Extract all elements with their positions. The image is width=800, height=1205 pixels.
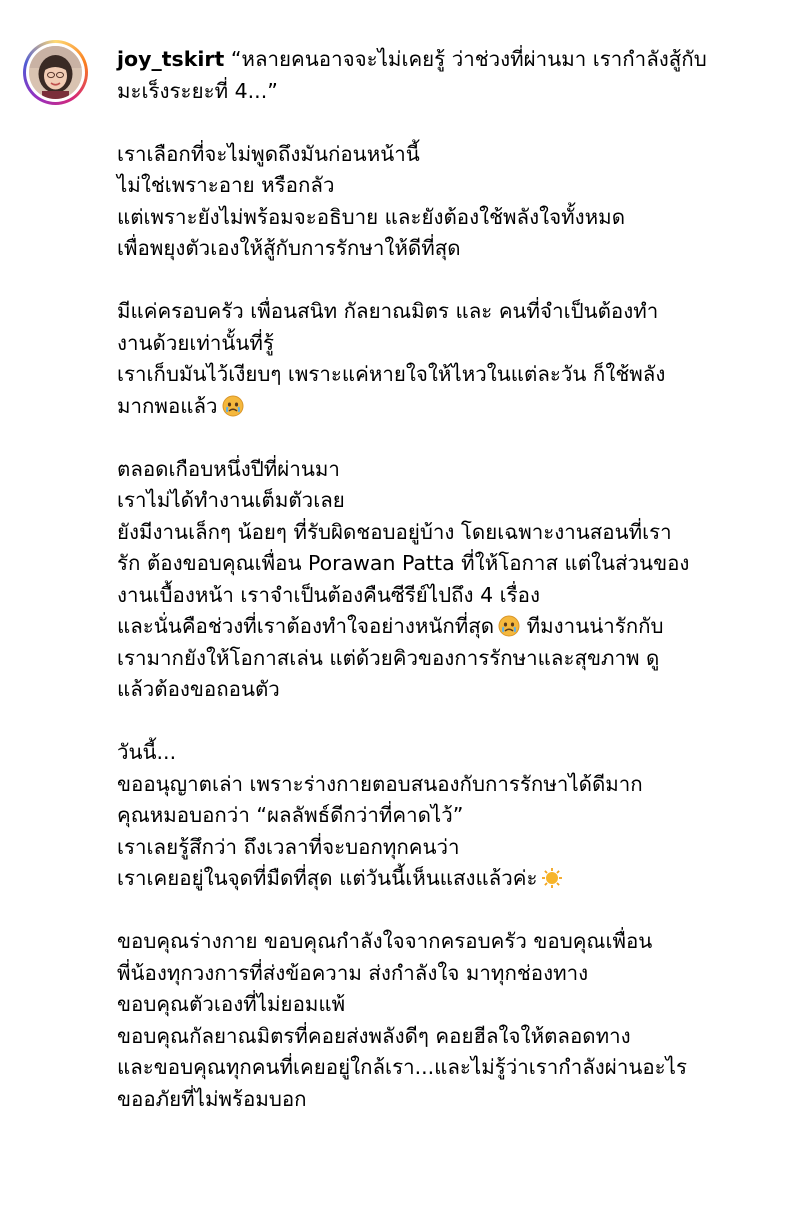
crying-face-emoji-icon bbox=[222, 395, 244, 417]
username-link[interactable]: joy_tskirt bbox=[117, 47, 225, 71]
caption-line bbox=[117, 44, 785, 76]
caption-text bbox=[117, 44, 785, 1115]
caption-line: และขอบคุณทุกคนที่เคยอยู่ใกล้เรา...และไม่รู้ว่าเรากำลังผ่านอะไร bbox=[117, 1055, 687, 1079]
caption-text-segment: “หลายคนอาจจะไม่เคยรู้ ว่าช่วงที่ผ่านมา เรากำลังสู้กับ bbox=[224, 47, 707, 71]
caption-line bbox=[117, 391, 785, 423]
caption-text-segment: เราเคยอยู่ในจุดที่มืดที่สุด แต่วันนี้เห็นแสงแล้วค่ะ bbox=[117, 866, 538, 890]
caption-line: รัก ต้องขอบคุณเพื่อน Porawan Patta ที่ให้โอกาส แต่ในส่วนของ bbox=[117, 551, 690, 575]
caption-line bbox=[117, 611, 785, 643]
caption-line: งานเบื้องหน้า เราจำเป็นต้องคืนซีรีย์ไปถึง 4 เรื่อง bbox=[117, 582, 540, 607]
caption-line: มีแค่ครอบครัว เพื่อนสนิท กัลยาณมิตร และ คนที่จำเป็นต้องทำ bbox=[117, 299, 659, 323]
caption-line: งานด้วยเท่านั้นที่รู้ bbox=[117, 330, 274, 355]
profile-photo-avatar-icon bbox=[29, 46, 82, 99]
caption-line: แล้วต้องขอถอนตัว bbox=[117, 677, 280, 701]
caption-line: เราไม่ได้ทำงานเต็มตัวเลย bbox=[117, 488, 345, 512]
paragraph-gap bbox=[117, 107, 785, 139]
caption-line: เรามากยังให้โอกาสเล่น แต่ด้วยคิวของการรักษาและสุขภาพ ดู bbox=[117, 645, 660, 670]
caption-line: พี่น้องทุกวงการที่ส่งข้อความ ส่งกำลังใจ มาทุกช่องทาง bbox=[117, 960, 589, 985]
paragraph-gap bbox=[117, 265, 785, 297]
caption-line: คุณหมอบอกว่า “ผลลัพธ์ดีกว่าที่คาดไว้” bbox=[117, 803, 464, 827]
caption-line: มะเร็งระยะที่ 4...” bbox=[117, 78, 278, 103]
caption-text-segment: ทีมงานน่ารักกับ bbox=[520, 614, 664, 638]
caption-line: แต่เพราะยังไม่พร้อมจะอธิบาย และยังต้องใช้พลังใจทั้งหมด bbox=[117, 204, 626, 229]
caption-line: ขอบคุณร่างกาย ขอบคุณกำลังใจจากครอบครัว ขอบคุณเพื่อน bbox=[117, 929, 653, 953]
caption-line: เราเก็บมันไว้เงียบๆ เพราะแค่หายใจให้ไหวในแต่ละวัน ก็ใช้พลัง bbox=[117, 362, 666, 386]
caption-line: เราเลยรู้สึกว่า ถึงเวลาที่จะบอกทุกคนว่า bbox=[117, 834, 460, 859]
paragraph-gap bbox=[117, 895, 785, 927]
caption-line: ตลอดเกือบหนึ่งปีที่ผ่านมา bbox=[117, 456, 340, 481]
caption-line bbox=[117, 863, 785, 895]
caption-line: ขอบคุณตัวเองที่ไม่ยอมแพ้ bbox=[117, 992, 346, 1016]
caption-line: ขออนุญาตเล่า เพราะร่างกายตอบสนองกับการรักษาได้ดีมาก bbox=[117, 771, 643, 796]
paragraph-gap bbox=[117, 706, 785, 738]
caption-line: เราเลือกที่จะไม่พูดถึงมันก่อนหน้านี้ bbox=[117, 141, 420, 166]
caption-line: ยังมีงานเล็กๆ น้อยๆ ที่รับผิดชอบอยู่บ้าง โดยเฉพาะงานสอนที่เรา bbox=[117, 519, 672, 544]
caption-line: เพื่อพยุงตัวเองให้สู้กับการรักษาให้ดีที่สุด bbox=[117, 236, 461, 260]
caption-text-segment: และนั่นคือช่วงที่เราต้องทำใจอย่างหนักที่สุด bbox=[117, 614, 495, 638]
paragraph-gap bbox=[117, 422, 785, 454]
caption-line: วันนี้... bbox=[117, 740, 177, 764]
avatar[interactable] bbox=[29, 46, 82, 99]
caption-text-segment: มากพอแล้ว bbox=[117, 393, 218, 418]
sun-emoji-icon bbox=[541, 867, 563, 889]
caption-line: ขอบคุณกัลยาณมิตรที่คอยส่งพลังดีๆ คอยฮีลใจให้ตลอดทาง bbox=[117, 1023, 631, 1048]
caption-line: ขออภัยที่ไม่พร้อมบอก bbox=[117, 1086, 307, 1111]
story-ring[interactable] bbox=[23, 40, 88, 105]
caption-line: ไม่ใช่เพราะอาย หรือกลัว bbox=[117, 173, 335, 197]
avatar-border bbox=[26, 43, 85, 102]
crying-face-emoji-icon bbox=[498, 615, 520, 637]
